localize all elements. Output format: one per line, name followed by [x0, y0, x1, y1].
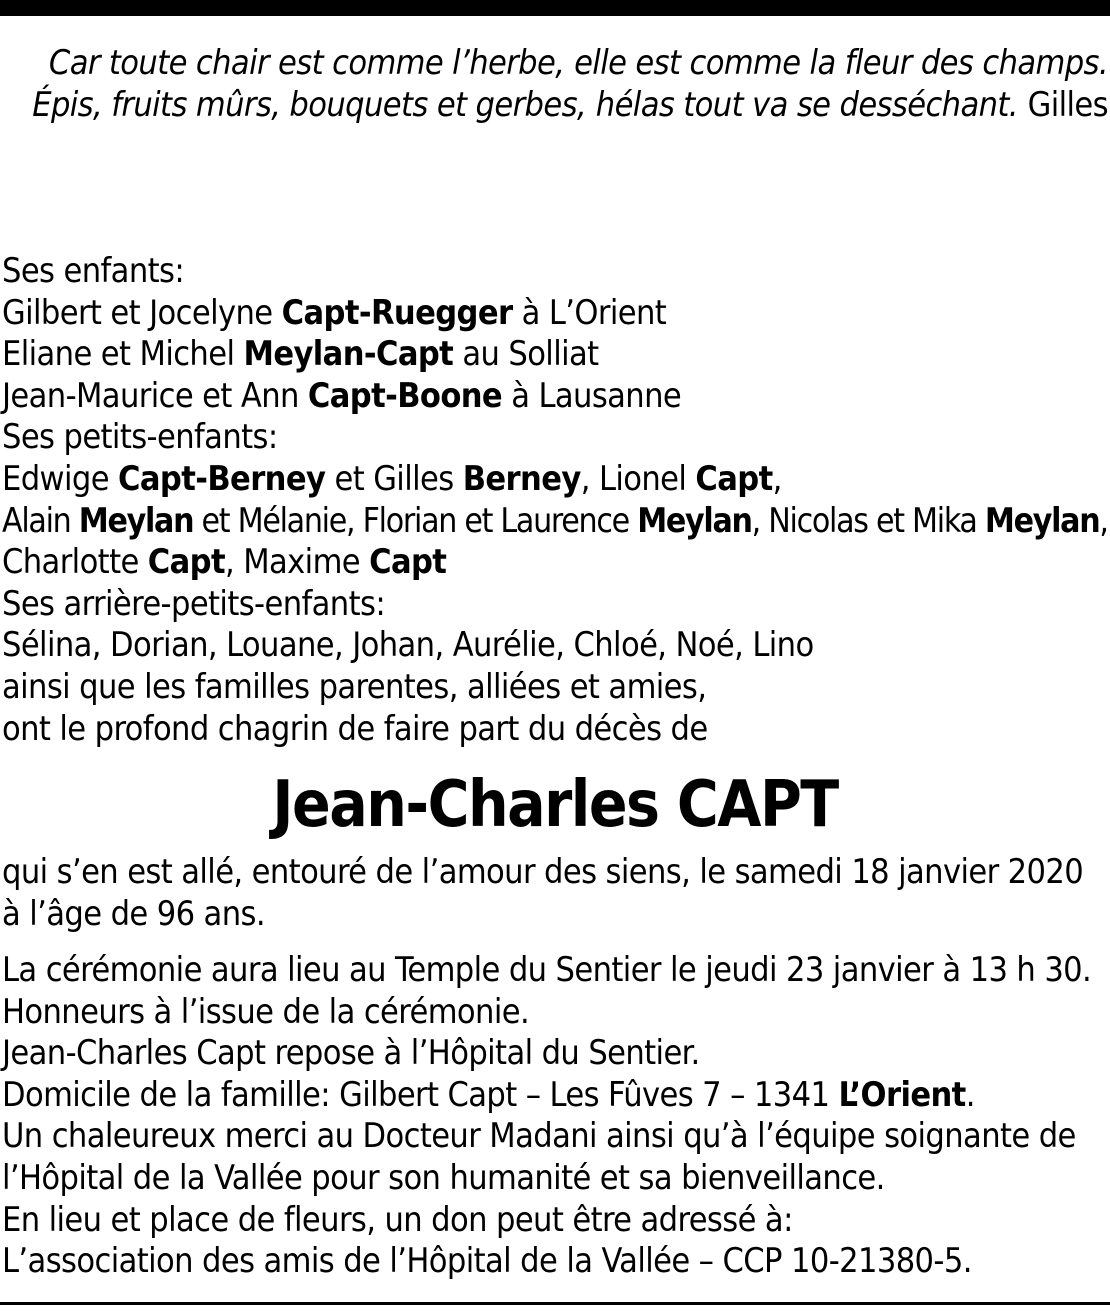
surname: Meylan	[78, 500, 194, 541]
ceremony-info	[2, 950, 1091, 1283]
surname: Meylan	[637, 500, 752, 541]
poem-author: Gilles	[1027, 84, 1108, 125]
surname: Berney	[462, 458, 581, 499]
ceremony-line: La cérémonie aura lieu au Temple du Sentier le jeudi 23 janvier à 13 h 30.	[2, 950, 1092, 990]
epigraph-poem	[0, 43, 1108, 126]
relatives-line: ainsi que les familles parentes, alliées et amies,	[2, 666, 707, 707]
donation-line: En lieu et place de fleurs, un don peut être adressé à:	[2, 1199, 793, 1240]
surname: Capt-Berney	[118, 458, 326, 499]
child-entry: Gilbert et Jocelyne Capt-Ruegger à L’Orient	[2, 292, 667, 333]
family-list	[2, 251, 1110, 750]
donation-line: L’association des amis de l’Hôpital de la Vallée – CCP 10-21380-5.	[2, 1241, 972, 1282]
grandchildren-heading: Ses petits-enfants:	[2, 417, 278, 458]
domicile-place: L’Orient	[838, 1074, 966, 1115]
children-heading: Ses enfants:	[2, 251, 185, 291]
surname: Capt	[369, 542, 447, 583]
announcement-line: ont le profond chagrin de faire part du décès de	[2, 708, 708, 749]
surname: Meylan-Capt	[243, 334, 454, 375]
grandchildren-row: Charlotte Capt, Maxime Capt	[2, 542, 447, 583]
surname: Capt-Boone	[307, 375, 503, 416]
rests-line: Jean-Charles Capt repose à l’Hôpital du Sentier.	[2, 1033, 700, 1074]
deceased-name: Jean-Charles CAPT	[272, 768, 838, 842]
poem-line: Car toute chair est comme l’herbe,	[48, 43, 565, 83]
surname: Capt	[695, 458, 773, 499]
domicile-line: Domicile de la famille: Gilbert Capt – Les Fûves 7 – 1341 L’Orient.	[2, 1074, 975, 1115]
poem-line: Épis, fruits mûrs, bouquets et gerbes,	[32, 84, 587, 125]
child-entry: Eliane et Michel Meylan-Capt au Solliat	[2, 334, 599, 375]
passing-text	[2, 852, 1083, 935]
great-grandchildren-heading: Ses arrière-petits-enfants:	[2, 583, 386, 624]
surname: Capt-Ruegger	[281, 292, 513, 333]
thanks-line: Un chaleureux merci au Docteur Madani ainsi qu’à l’équipe soignante de	[2, 1116, 1076, 1157]
surname: Meylan	[984, 500, 1100, 541]
bottom-border-rule	[0, 1302, 1110, 1305]
passing-line: qui s’en est allé, entouré de l’amour des siens, le samedi 18 janvier 2020	[2, 852, 1084, 892]
poem-line: hélas tout va se desséchant.	[595, 84, 1018, 125]
child-entry: Jean-Maurice et Ann Capt-Boone à Lausanne	[2, 375, 682, 416]
grandchildren-row: Edwige Capt-Berney et Gilles Berney, Lionel Capt,	[2, 458, 782, 499]
surname: Capt	[147, 542, 226, 583]
honours-line: Honneurs à l’issue de la cérémonie.	[2, 991, 530, 1032]
grandchildren-row: Alain Meylan et Mélanie, Florian et Laurence Meylan, Nicolas et Mika Meylan,	[2, 500, 1108, 541]
poem-line: elle est comme la fleur des champs.	[574, 43, 1108, 83]
thanks-line: l’Hôpital de la Vallée pour son humanité et sa bienveillance.	[2, 1157, 885, 1198]
top-border-rule	[0, 0, 1110, 16]
passing-line: à l’âge de 96 ans.	[2, 893, 265, 934]
great-grandchildren-list: Sélina, Dorian, Louane, Johan, Aurélie, Chloé, Noé, Lino	[2, 625, 814, 666]
